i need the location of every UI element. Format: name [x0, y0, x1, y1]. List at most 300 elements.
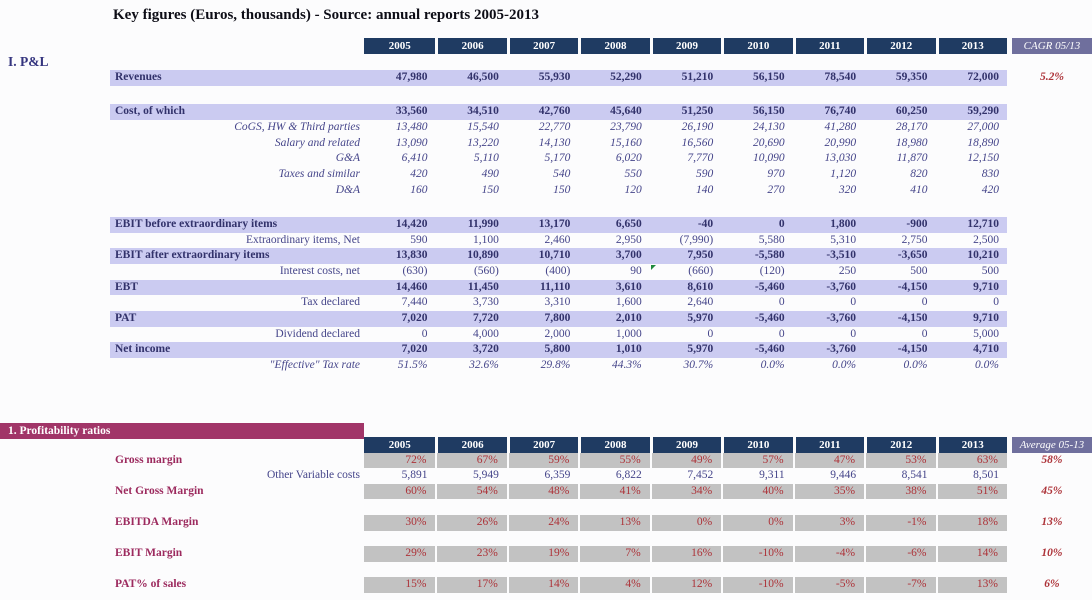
sheet-title: Key figures (Euros, thousands) - Source: annual reports 2005-2013	[113, 7, 540, 23]
table-row	[110, 217, 1092, 233]
average-value-cell[interactable]: 58%	[1041, 453, 1063, 466]
cagr-value-cell[interactable]	[1012, 311, 1092, 327]
row-label-cell[interactable]: EBT	[110, 280, 364, 296]
percent-cell[interactable]: 38%	[864, 484, 935, 500]
data-cell[interactable]: 830	[981, 167, 999, 180]
data-cell[interactable]: 2,460	[544, 233, 571, 246]
data-cell[interactable]: 2,010	[578, 311, 649, 327]
data-cell[interactable]: 2,750	[901, 233, 928, 246]
data-cell[interactable]: 2,640	[687, 296, 714, 309]
data-cell[interactable]: 2,950	[615, 233, 642, 246]
data-cell[interactable]: (400)	[545, 264, 571, 277]
data-cell[interactable]: 7,020	[364, 311, 435, 327]
percent-cell[interactable]: -6%	[864, 546, 935, 562]
data-cell[interactable]: 1,100	[473, 233, 499, 246]
data-cell[interactable]: 490	[481, 167, 499, 180]
cagr-value-cell[interactable]	[1012, 358, 1092, 374]
data-cell[interactable]: 14,460	[364, 280, 435, 296]
cagr-header-cell[interactable]: CAGR 05/13	[1012, 38, 1092, 54]
data-cell[interactable]: 5,170	[544, 152, 571, 165]
percent-cell[interactable]: 0%	[721, 515, 792, 531]
percent-cell[interactable]: 15%	[364, 577, 435, 593]
data-cell[interactable]: 5,800	[507, 342, 578, 358]
table-row	[110, 264, 1092, 280]
data-cell[interactable]: -5,580	[721, 248, 792, 264]
data-cell[interactable]: 72,000	[936, 70, 1007, 86]
percent-cell[interactable]: 14%	[936, 546, 1007, 562]
pnl-year-header-row	[110, 38, 1092, 54]
data-cell[interactable]: 7,800	[507, 311, 578, 327]
percent-cell[interactable]: 30%	[364, 515, 435, 531]
cagr-value-cell[interactable]	[1012, 264, 1092, 280]
data-cell[interactable]: -3,760	[793, 342, 864, 358]
percent-cell[interactable]: 54%	[435, 484, 506, 500]
row-label-cell[interactable]: Salary and related	[274, 136, 360, 149]
year-header-cell[interactable]: 2010	[721, 437, 792, 453]
row-spacer	[110, 531, 1092, 547]
percent-cell[interactable]: -5%	[793, 577, 864, 593]
percent-cell[interactable]: 13%	[936, 577, 1007, 593]
year-header-cell[interactable]: 2009	[650, 437, 721, 453]
cagr-value-cell[interactable]	[1012, 280, 1092, 296]
data-cell[interactable]: 51,210	[650, 70, 721, 86]
average-header-cell[interactable]: Average 05-13	[1012, 437, 1092, 453]
data-cell[interactable]: 18,890	[967, 136, 999, 149]
year-header-cell[interactable]: 2013	[936, 38, 1007, 54]
data-cell[interactable]: 820	[910, 167, 928, 180]
data-cell[interactable]: 18,980	[895, 136, 928, 149]
ratio-label-cell[interactable]: EBIT Margin	[115, 547, 183, 560]
data-cell[interactable]: -4,150	[864, 342, 935, 358]
data-cell[interactable]: 11,450	[435, 280, 506, 296]
cagr-value-cell[interactable]: 5.2%	[1039, 71, 1064, 83]
table-row	[110, 342, 1092, 358]
data-cell[interactable]: 44.3%	[612, 359, 642, 371]
year-header-cell[interactable]: 2008	[578, 437, 649, 453]
data-cell[interactable]: 55,930	[507, 70, 578, 86]
data-cell[interactable]: 15,540	[467, 120, 499, 133]
data-cell[interactable]: 13,030	[824, 152, 857, 165]
data-cell[interactable]: 24,130	[753, 120, 785, 133]
percent-cell[interactable]: 0%	[650, 515, 721, 531]
ratios-year-header-row	[110, 437, 1092, 453]
data-cell[interactable]: 34,510	[435, 104, 506, 120]
data-cell[interactable]: 3,720	[435, 342, 506, 358]
data-cell[interactable]: 550	[624, 167, 642, 180]
percent-cell[interactable]: 47%	[793, 453, 864, 469]
data-cell[interactable]: 150	[553, 183, 571, 196]
data-cell[interactable]: 0	[778, 296, 785, 309]
row-label-cell[interactable]: Revenues	[110, 70, 364, 86]
data-cell[interactable]: 1,600	[615, 296, 642, 309]
data-cell[interactable]: -4,150	[864, 280, 935, 296]
data-cell[interactable]: 10,210	[936, 248, 1007, 264]
data-cell[interactable]: 28,170	[895, 120, 928, 133]
data-cell[interactable]: 420	[410, 167, 428, 180]
table-row	[110, 136, 1092, 152]
year-header-cell[interactable]: 2011	[793, 437, 864, 453]
data-cell[interactable]: 6,650	[578, 217, 649, 233]
year-header-cell[interactable]: 2013	[936, 437, 1007, 453]
data-cell[interactable]: 970	[767, 167, 785, 180]
data-cell[interactable]: 11,990	[435, 217, 506, 233]
year-header-cell[interactable]: 2011	[793, 38, 864, 54]
cagr-value-cell[interactable]	[1012, 233, 1092, 249]
year-header-cell[interactable]: 2006	[435, 38, 506, 54]
data-cell[interactable]: -3,760	[793, 280, 864, 296]
table-row	[110, 546, 1092, 562]
data-cell[interactable]: 52,290	[578, 70, 649, 86]
data-cell[interactable]: 32.6%	[469, 359, 499, 371]
data-cell[interactable]: 250	[838, 264, 857, 277]
table-row	[110, 120, 1092, 136]
percent-cell[interactable]: 35%	[793, 484, 864, 500]
data-cell[interactable]: 3,310	[544, 296, 571, 309]
data-cell[interactable]: 0	[850, 327, 857, 340]
data-cell[interactable]: 10,090	[753, 152, 785, 165]
percent-cell[interactable]: 16%	[650, 546, 721, 562]
data-cell[interactable]: 5,970	[650, 342, 721, 358]
percent-cell[interactable]: 67%	[435, 453, 506, 469]
row-spacer	[110, 562, 1092, 578]
data-cell[interactable]: 14,420	[364, 217, 435, 233]
data-cell[interactable]: 1,000	[615, 327, 642, 340]
data-cell[interactable]: 5,970	[650, 311, 721, 327]
percent-cell[interactable]: 49%	[650, 453, 721, 469]
percent-cell[interactable]: 41%	[578, 484, 649, 500]
percent-cell[interactable]: -1%	[864, 515, 935, 531]
percent-cell[interactable]: -7%	[864, 577, 935, 593]
data-cell[interactable]: 140	[695, 183, 714, 196]
data-cell[interactable]: -4,150	[864, 311, 935, 327]
data-cell[interactable]: 23,790	[610, 120, 642, 133]
data-cell[interactable]: 60,250	[864, 104, 935, 120]
row-label-cell[interactable]: CoGS, HW & Third parties	[234, 120, 360, 133]
percent-cell[interactable]: 26%	[435, 515, 506, 531]
data-cell[interactable]: 22,770	[538, 120, 571, 133]
data-cell[interactable]: 59,290	[936, 104, 1007, 120]
data-cell[interactable]: 9,311	[759, 469, 785, 482]
percent-cell[interactable]: 18%	[936, 515, 1007, 531]
table-row	[110, 577, 1092, 593]
data-cell[interactable]: 0	[778, 327, 785, 340]
percent-cell[interactable]: 7%	[578, 546, 649, 562]
row-label-cell[interactable]: EBIT before extraordinary items	[110, 217, 364, 233]
percent-cell[interactable]: -4%	[793, 546, 864, 562]
row-label-cell[interactable]: Cost, of which	[110, 104, 364, 120]
data-cell[interactable]: 5,949	[473, 469, 499, 482]
data-cell[interactable]: 0	[707, 327, 714, 340]
table-row	[110, 183, 1092, 199]
data-cell[interactable]: 3,610	[578, 280, 649, 296]
data-cell[interactable]: 76,740	[793, 104, 864, 120]
percent-cell[interactable]: 48%	[507, 484, 578, 500]
percent-cell[interactable]: 24%	[507, 515, 578, 531]
year-header-cell[interactable]: 2009	[650, 38, 721, 54]
data-cell[interactable]: 6,410	[401, 152, 428, 165]
data-cell[interactable]: 8,501	[973, 469, 999, 482]
table-row	[110, 280, 1092, 296]
data-cell[interactable]: 51,250	[650, 104, 721, 120]
data-cell[interactable]: 120	[624, 183, 642, 196]
data-cell[interactable]: 1,120	[830, 167, 857, 180]
data-cell[interactable]: 0	[850, 296, 857, 309]
data-cell[interactable]: -3,760	[793, 311, 864, 327]
data-cell[interactable]: (660)	[650, 264, 721, 280]
data-cell[interactable]: 30.7%	[683, 359, 714, 371]
data-cell[interactable]: 33,560	[364, 104, 435, 120]
row-label-cell[interactable]: Extraordinary items, Net	[245, 233, 360, 246]
percent-cell[interactable]: 57%	[721, 453, 792, 469]
average-value-cell[interactable]: 6%	[1044, 578, 1060, 591]
data-cell[interactable]: 1,010	[578, 342, 649, 358]
percent-cell[interactable]: 72%	[364, 453, 435, 469]
ratio-label-cell[interactable]: Net Gross Margin	[115, 484, 204, 497]
row-spacer	[110, 198, 1092, 217]
data-cell[interactable]: (7,990)	[679, 233, 714, 246]
row-label-cell[interactable]: G&A	[335, 152, 360, 165]
data-cell[interactable]: 9,446	[830, 469, 857, 482]
cagr-value-cell[interactable]	[1012, 342, 1092, 358]
data-cell[interactable]: 13,090	[395, 136, 428, 149]
data-cell[interactable]: 270	[767, 183, 785, 196]
year-header-cell[interactable]: 2012	[864, 437, 935, 453]
table-row	[110, 248, 1092, 264]
data-cell[interactable]: 10,890	[435, 248, 506, 264]
data-cell[interactable]: -3,510	[793, 248, 864, 264]
data-cell[interactable]: 29.8%	[540, 359, 571, 371]
cagr-value-cell[interactable]	[1012, 167, 1092, 183]
data-cell[interactable]: 3,700	[578, 248, 649, 264]
percent-cell[interactable]: 40%	[721, 484, 792, 500]
percent-cell[interactable]: 23%	[435, 546, 506, 562]
data-cell[interactable]: (120)	[759, 264, 785, 277]
data-cell[interactable]: 13,480	[395, 120, 428, 133]
data-cell[interactable]: 0.0%	[832, 359, 857, 371]
cagr-value-cell[interactable]	[1012, 104, 1092, 120]
data-cell[interactable]: 3,730	[473, 296, 499, 309]
row-label-cell[interactable]: Interest costs, net	[279, 264, 360, 277]
data-cell[interactable]: 56,150	[721, 70, 792, 86]
data-cell[interactable]: 0	[993, 296, 999, 309]
percent-cell[interactable]: 60%	[364, 484, 435, 500]
row-label-cell[interactable]: EBIT after extraordinary items	[110, 248, 364, 264]
cagr-value-cell[interactable]	[1012, 217, 1092, 233]
data-cell[interactable]: 0	[921, 296, 928, 309]
year-header-cell[interactable]: 2005	[364, 38, 435, 54]
data-cell[interactable]: 5,000	[973, 327, 999, 340]
row-label-cell[interactable]: "Effective" Tax rate	[269, 359, 360, 371]
data-cell[interactable]: 20,990	[824, 136, 857, 149]
data-cell[interactable]: 9,710	[936, 311, 1007, 327]
percent-cell[interactable]: 29%	[364, 546, 435, 562]
average-value-cell[interactable]: 10%	[1041, 547, 1063, 560]
table-row	[110, 104, 1092, 120]
percent-cell[interactable]: 55%	[578, 453, 649, 469]
data-cell[interactable]: 8,610	[650, 280, 721, 296]
data-cell[interactable]: 12,710	[936, 217, 1007, 233]
data-cell[interactable]: 13,170	[507, 217, 578, 233]
data-cell[interactable]: 8,541	[901, 469, 928, 482]
data-cell[interactable]: 590	[695, 167, 714, 180]
data-cell[interactable]: 5,580	[758, 233, 785, 246]
data-cell[interactable]: 0.0%	[903, 359, 928, 371]
row-label-cell[interactable]: D&A	[335, 183, 360, 196]
data-cell[interactable]: 6,020	[615, 152, 642, 165]
data-cell[interactable]: 47,980	[364, 70, 435, 86]
data-cell[interactable]: -900	[864, 217, 935, 233]
data-cell[interactable]: 90	[630, 264, 642, 277]
cagr-value-cell[interactable]	[1012, 327, 1092, 343]
row-spacer	[110, 499, 1092, 515]
percent-cell[interactable]: -10%	[721, 577, 792, 593]
data-cell[interactable]: 6,822	[615, 469, 642, 482]
ratio-label-cell[interactable]: Gross margin	[115, 453, 183, 466]
row-label-cell[interactable]: Taxes and similar	[278, 167, 360, 180]
data-cell[interactable]: 150	[481, 183, 499, 196]
data-cell[interactable]: 12,150	[967, 152, 999, 165]
data-cell[interactable]: 590	[410, 233, 428, 246]
data-cell[interactable]: 41,280	[824, 120, 857, 133]
cagr-value-cell[interactable]	[1012, 136, 1092, 152]
data-cell[interactable]: 0.0%	[974, 359, 999, 371]
table-row	[110, 468, 1092, 484]
data-cell[interactable]: 410	[910, 183, 928, 196]
row-label-cell[interactable]: PAT	[110, 311, 364, 327]
data-cell[interactable]: 59,350	[864, 70, 935, 86]
data-cell[interactable]: 420	[981, 183, 999, 196]
data-cell[interactable]: 7,720	[435, 311, 506, 327]
row-label-cell[interactable]: Net income	[110, 342, 364, 358]
cagr-value-cell[interactable]	[1012, 183, 1092, 199]
data-cell[interactable]: 10,710	[507, 248, 578, 264]
percent-cell[interactable]: 17%	[435, 577, 506, 593]
data-cell[interactable]: 2,000	[544, 327, 571, 340]
data-cell[interactable]: 51.5%	[397, 359, 428, 371]
data-cell[interactable]: 0	[721, 217, 792, 233]
data-cell[interactable]: 4,000	[473, 327, 499, 340]
data-cell[interactable]: 15,160	[610, 136, 642, 149]
data-cell[interactable]: 5,310	[830, 233, 857, 246]
cagr-value-cell[interactable]	[1012, 151, 1092, 167]
data-cell[interactable]: 7,770	[687, 152, 714, 165]
percent-cell[interactable]: 53%	[864, 453, 935, 469]
percent-cell[interactable]: 3%	[793, 515, 864, 531]
pnl-table	[110, 70, 1092, 374]
row-label-cell[interactable]: Other Variable costs	[266, 469, 360, 482]
average-value-cell[interactable]	[1012, 468, 1092, 484]
data-cell[interactable]: 0.0%	[760, 359, 785, 371]
cagr-value-cell[interactable]	[1012, 248, 1092, 264]
data-cell[interactable]: 7,452	[687, 469, 714, 482]
data-cell[interactable]: -5,460	[721, 280, 792, 296]
cagr-value-cell[interactable]	[1012, 295, 1092, 311]
table-row	[110, 515, 1092, 531]
data-cell[interactable]: 11,870	[896, 152, 928, 165]
percent-cell[interactable]: 51%	[936, 484, 1007, 500]
percent-cell[interactable]: 63%	[936, 453, 1007, 469]
data-cell[interactable]: 5,891	[401, 469, 428, 482]
data-cell[interactable]: 13,830	[364, 248, 435, 264]
average-value-cell[interactable]: 45%	[1041, 484, 1063, 497]
data-cell[interactable]: 500	[981, 264, 999, 277]
data-cell[interactable]: 320	[838, 183, 857, 196]
year-header-cell[interactable]: 2010	[721, 38, 792, 54]
header-corner-spacer	[110, 437, 364, 453]
data-cell[interactable]: 6,359	[544, 469, 571, 482]
table-row	[110, 167, 1092, 183]
data-cell[interactable]: -5,460	[721, 311, 792, 327]
data-cell[interactable]: 2,500	[973, 233, 999, 246]
percent-cell[interactable]: -10%	[721, 546, 792, 562]
data-cell[interactable]: 7,440	[401, 296, 428, 309]
percent-cell[interactable]: 13%	[578, 515, 649, 531]
header-corner-spacer	[110, 38, 364, 54]
percent-cell[interactable]: 59%	[507, 453, 578, 469]
year-header-cell[interactable]: 2008	[578, 38, 649, 54]
year-header-cell[interactable]: 2007	[507, 38, 578, 54]
percent-cell[interactable]: 19%	[507, 546, 578, 562]
data-cell[interactable]: 11,110	[507, 280, 578, 296]
data-cell[interactable]: 16,560	[681, 136, 714, 149]
data-cell[interactable]: 45,640	[578, 104, 649, 120]
data-cell[interactable]: (560)	[473, 264, 499, 277]
data-cell[interactable]: -5,460	[721, 342, 792, 358]
data-cell[interactable]: -3,650	[864, 248, 935, 264]
data-cell[interactable]: 20,690	[753, 136, 785, 149]
row-label-cell[interactable]: Dividend declared	[275, 327, 360, 340]
data-cell[interactable]: 7,020	[364, 342, 435, 358]
data-cell[interactable]: 46,500	[435, 70, 506, 86]
data-cell[interactable]: 9,710	[936, 280, 1007, 296]
table-row	[110, 358, 1092, 374]
data-cell[interactable]: 500	[910, 264, 928, 277]
data-cell[interactable]: 5,110	[473, 152, 499, 165]
data-cell[interactable]: 1,800	[793, 217, 864, 233]
year-header-cell[interactable]: 2012	[864, 38, 935, 54]
year-header-cell[interactable]: 2006	[435, 437, 506, 453]
data-cell[interactable]: 27,000	[967, 120, 999, 133]
percent-cell[interactable]: 12%	[650, 577, 721, 593]
data-cell[interactable]: 0	[921, 327, 928, 340]
data-cell[interactable]: 56,150	[721, 104, 792, 120]
year-header-cell[interactable]: 2005	[364, 437, 435, 453]
cagr-value-cell[interactable]	[1012, 120, 1092, 136]
table-row	[110, 311, 1092, 327]
average-value-cell[interactable]: 13%	[1041, 515, 1063, 528]
ratio-label-cell[interactable]: PAT% of sales	[115, 578, 187, 591]
data-cell[interactable]: 7,950	[650, 248, 721, 264]
percent-cell[interactable]: 4%	[578, 577, 649, 593]
data-cell[interactable]: -40	[650, 217, 721, 233]
data-cell[interactable]: 78,540	[793, 70, 864, 86]
data-cell[interactable]: 13,220	[467, 136, 499, 149]
data-cell[interactable]: 540	[553, 167, 571, 180]
data-cell[interactable]: 160	[410, 183, 428, 196]
ratio-label-cell[interactable]: EBITDA Margin	[115, 515, 199, 528]
row-spacer	[110, 86, 1092, 105]
row-label-cell[interactable]: Tax declared	[301, 296, 360, 309]
percent-cell[interactable]: 14%	[507, 577, 578, 593]
data-cell[interactable]: 26,190	[681, 120, 714, 133]
percent-cell[interactable]: 34%	[650, 484, 721, 500]
data-cell[interactable]: 0	[421, 327, 428, 340]
data-cell[interactable]: 14,130	[538, 136, 571, 149]
year-header-cell[interactable]: 2007	[507, 437, 578, 453]
data-cell[interactable]: (630)	[402, 264, 428, 277]
data-cell[interactable]: 4,710	[936, 342, 1007, 358]
data-cell[interactable]: 42,760	[507, 104, 578, 120]
